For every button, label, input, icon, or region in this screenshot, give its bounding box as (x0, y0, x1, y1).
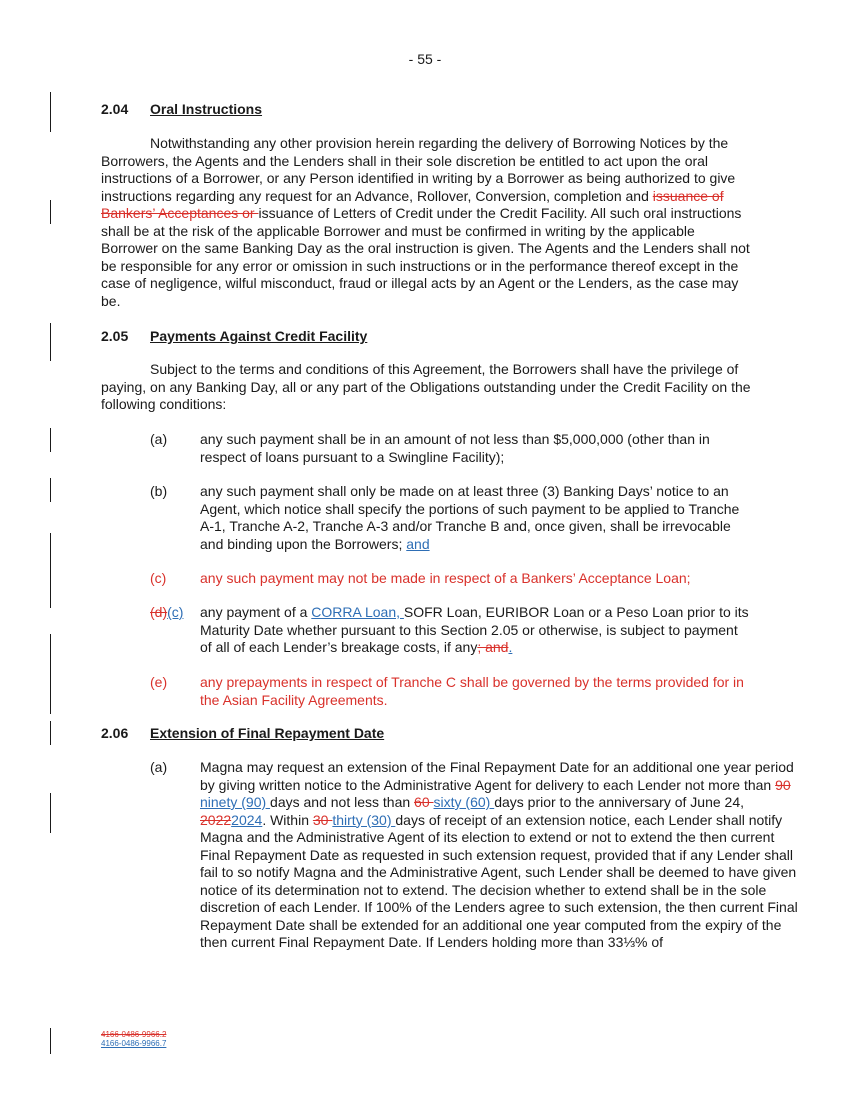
body-text: days and not less than (270, 794, 415, 810)
section-2-05-intro (101, 361, 751, 414)
change-bar (50, 721, 51, 745)
section-number: 2.06 (101, 725, 129, 741)
section-title: Extension of Final Repayment Date (150, 725, 385, 741)
item-label: (b) (150, 483, 168, 499)
item-label: (a) (150, 759, 168, 775)
item-label: (c) (150, 570, 167, 586)
inserted-text: thirty (30) (332, 811, 396, 828)
section-heading-2-06 (101, 725, 385, 742)
inserted-text: . (508, 639, 513, 655)
change-bar (50, 793, 51, 833)
item-text: any prepayments in respect of Tranche C shall be governed by the terms provided for in the Asian Facility Agreements. (200, 674, 744, 708)
inserted-text: (c) (167, 604, 184, 620)
body-text: days of receipt of an extension notice, each Lender shall notify Magna and the Administrative Agent of its election to extend or not to extend the then current Final Repayment Date as requested in such extension request, provided that if any Lender shall fail to so notify Magna and the Administrative Agent, such Lender shall be deemed to have given notice of its determination not to extend. The decision whether to extend shall be in the sole discretion of each Lender. If 100% of the Lenders agree to such extension, the then current Final Repayment Date shall be extended for an additional one year computed from the expiry of the then current Final Repayment Date. If Lenders holding more than 33⅓% of (200, 811, 798, 950)
deleted-text: 30 (312, 811, 333, 828)
item-text (200, 759, 800, 952)
change-bar (50, 478, 51, 502)
body-text: any payment of a (200, 604, 312, 620)
change-bar (50, 634, 51, 714)
section-number: 2.05 (101, 328, 129, 344)
deleted-text: 90 (775, 776, 791, 793)
section-title: Payments Against Credit Facility (150, 328, 368, 344)
change-bar (50, 200, 51, 224)
item-text (200, 483, 752, 553)
item-label: (e) (150, 674, 168, 690)
section-2-04-body (101, 135, 751, 310)
old-document-id: 4166-0486-9966.2 (101, 1030, 167, 1039)
change-bar (50, 1028, 51, 1054)
inserted-text: CORRA Loan, (311, 604, 404, 620)
item-text (200, 604, 752, 657)
item-text: any such payment shall be in an amount of not less than $5,000,000 (other than in respect of loans pursuant to a Swingline Facility); (200, 431, 710, 465)
body-text: Notwithstanding any other provision herein regarding the delivery of Borrowing Notices by the Borrowers, the Agents and the Lenders shall in their sole discretion be entitled to act upon the oral instructions of a Borrower, or any Person identified in writing by a Borrower as being authorized to give instructions regarding any request for an Advance, Rollover, Conversion, completion and (101, 135, 736, 204)
deleted-text: 60 (414, 794, 434, 810)
change-bar (50, 428, 51, 452)
body-text: any such payment shall only be made on at least three (3) Banking Days’ notice to an Agent, which notice shall specify the portions of such payment to be applied to Tranche A-1, Tranche A-2, Tranche A-3 and/or Tranche B and, once given, shall be irrevocable and binding upon the Borrowers; (200, 483, 740, 552)
deleted-text: issuance of Bankers’ Acceptances or (101, 187, 724, 221)
item-text: any such payment may not be made in respect of a Bankers’ Acceptance Loan; (200, 570, 691, 586)
body-text: issuance of Letters of Credit under the Credit Facility. All such oral instructions shall be at the risk of the applicable Borrower and must be confirmed in writing by the applicable Borrower on the same Banking Day as the oral instruction is given. The Agents and the Lenders shall not be responsible for any error or omission in such instructions or in the performance thereof except in the case of negligence, wilful misconduct, fraud or illegal acts by an Agent or the Lenders, as the case may be. (101, 205, 750, 309)
inserted-text: ninety (90) (200, 794, 271, 810)
section-heading-2-05 (101, 328, 368, 345)
inserted-text: 2024 (231, 811, 263, 828)
item-label: (a) (150, 431, 168, 447)
change-bar (50, 323, 51, 361)
body-text: Subject to the terms and conditions of this Agreement, the Borrowers shall have the privilege of paying, on any Banking Day, all or any part of the Obligations outstanding under the Credit Facility on the following conditions: (101, 361, 751, 412)
change-bar (50, 92, 51, 132)
inserted-text: sixty (60) (433, 794, 495, 810)
page-number: - 55 - (408, 51, 442, 67)
inserted-text: and (406, 535, 430, 552)
change-bar (50, 533, 51, 608)
new-document-id: 4166-0486-9966.7 (101, 1039, 167, 1048)
section-heading-2-04 (101, 101, 263, 118)
deleted-text: 2022 (200, 811, 232, 828)
section-title: Oral Instructions (150, 101, 263, 117)
body-text: SOFR Loan, EURIBOR Loan or a Peso Loan prior to its Maturity Date whether pursuant to this Section 2.05 or otherwise, is subject to payment of all of each Lender’s breakage costs, if any (200, 604, 749, 655)
section-number: 2.04 (101, 101, 129, 117)
body-text: Magna may request an extension of the Final Repayment Date for an additional one year period by giving written notice to the Administrative Agent for delivery to each Lender not more than (200, 759, 794, 793)
document-id-footer (101, 1030, 166, 1048)
deleted-text: (d) (150, 604, 168, 620)
item-label (150, 604, 183, 622)
deleted-text: ; and (477, 639, 509, 655)
body-text: . Within (262, 811, 313, 828)
body-text: days prior to the anniversary of June 24, (494, 794, 745, 810)
